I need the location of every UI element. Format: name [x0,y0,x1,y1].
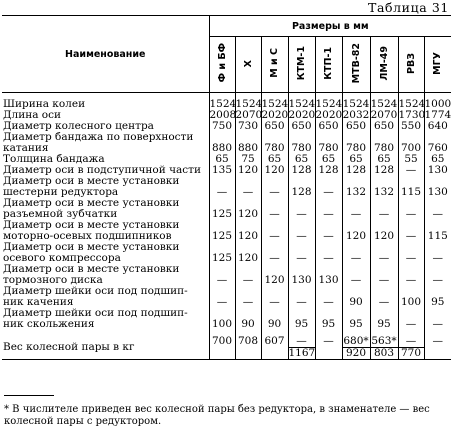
weight-denominator [425,347,452,358]
table-cell: 120 [342,231,370,242]
table-cell: 2032 [342,109,370,121]
table-cell: 1730 [398,109,426,121]
table-cell: — [370,253,398,264]
weight-cell [315,336,342,360]
table-cell: 90 [235,319,261,330]
table-cell: — [342,253,370,264]
table-cell: 120 [235,253,261,264]
column-header-label: МГУ [432,51,444,75]
table-cell: 780 [370,143,398,154]
table-cell: — [209,275,235,286]
weight-cell [235,336,261,360]
table-cell: — [315,187,342,198]
table-cell: — [235,187,261,198]
table-cell: — [209,187,235,198]
table-cell: 780 [261,143,288,154]
table-cell: 730 [235,121,261,132]
table-cell: 880 [209,143,235,154]
table-cell: 1524 [261,98,289,110]
table-cell: 640 [424,121,451,132]
weight-numerator: 607 [264,335,285,347]
table-cell: 125 [209,231,235,242]
table-cell: — [261,209,288,220]
table-cell: — [261,231,288,242]
column-header [288,37,315,93]
table-cell: 1524 [342,98,370,110]
weight-numerator: — [323,335,334,347]
table-cell: 65 [209,154,235,165]
table-cell: — [424,209,451,220]
row-label: Вес колесной пары в кг [2,336,209,360]
table-row [2,121,451,132]
table-cell: 1524 [209,98,237,110]
table-row [2,165,451,176]
row-label: Диаметр шейки оси под подшип- [3,286,188,297]
table-cell: — [424,253,451,264]
footnote-divider [4,395,54,396]
table-cell: 2070 [370,109,398,121]
table-cell: — [370,209,398,220]
table-cell: 65 [261,154,288,165]
table-cell: 128 [370,165,398,176]
column-header [370,37,398,93]
table-cell: — [424,275,451,286]
column-header [261,37,288,93]
weight-numerator: — [405,335,417,347]
table-cell: 1524 [398,98,426,110]
weight-cell [209,336,235,360]
column-group-header: Размеры в мм [209,16,451,37]
table-cell: — [288,231,315,242]
weight-numerator: — [296,335,307,347]
table-cell: 115 [424,231,451,242]
wheelset-dimensions-table [2,15,451,360]
row-label: шестерни редуктора [3,187,119,198]
table-cell: 125 [209,209,235,220]
column-header [235,37,261,93]
column-header-label: М и С [269,48,280,78]
table-cell: 65 [370,154,398,165]
table-cell: 120 [235,209,261,220]
table-cell: 95 [370,319,398,330]
weight-cell [261,336,288,360]
row-label: Диаметр бандажа по поверхности [3,132,194,143]
table-cell: — [261,253,288,264]
table-cell: — [398,231,424,242]
table-cell: 65 [424,154,451,165]
weight-cell [398,336,424,360]
row-label: ник качения [3,297,74,308]
table-cell: 120 [235,231,261,242]
weight-denominator: 1167 [288,347,316,359]
table-cell: — [209,297,235,308]
weight-denominator [236,347,261,358]
table-cell: 95 [315,319,342,330]
table-cell: 2070 [235,109,263,121]
table-row [2,187,451,198]
weight-denominator: 770 [399,347,424,359]
table-cell: — [288,297,315,308]
table-row [2,297,451,308]
table-title: Таблица 31 [368,0,449,15]
row-label: осевого компрессора [3,253,121,264]
table-cell: 130 [424,165,451,176]
table-cell: — [370,297,398,308]
weight-denominator [210,347,235,358]
table-cell: 130 [424,187,451,198]
table-header [2,16,451,93]
table-cell: 1524 [235,98,263,110]
table-cell: 75 [235,154,261,165]
table-cell: 650 [288,121,315,132]
row-label: Диаметр шейки оси под подшип- [3,308,188,319]
row-label: Диаметр оси в месте установки [3,220,180,231]
column-header [342,37,370,93]
row-label: Диаметр оси в месте установки [3,176,180,187]
table-cell: 880 [235,143,261,154]
column-header [209,37,235,93]
table-cell: 1524 [315,98,343,110]
table-cell: 780 [315,143,342,154]
table-cell: 128 [342,165,370,176]
table-cell: 750 [209,121,235,132]
table-cell: 135 [209,165,235,176]
table-cell: — [424,319,451,330]
row-label: Диаметр оси в месте установки [3,264,180,275]
table-cell: 2008 [209,109,237,121]
table-row [2,275,451,286]
table-cell: 95 [424,297,451,308]
table-cell: 132 [342,187,370,198]
column-header-label: Ф и БФ [216,43,228,83]
row-label: моторно-осевых подшипников [3,231,172,242]
footnote: * В числителе приведен вес колесной пары без редуктора, в знаменателе — вес колесной пары с редуктором. [4,404,430,427]
table-cell: 130 [315,275,342,286]
table-row [2,253,451,264]
table-cell: 95 [288,319,315,330]
row-label: катания [3,143,49,154]
table-cell: — [315,253,342,264]
row-label: Диаметр оси в месте установки [3,198,180,209]
table-cell: — [288,253,315,264]
column-header-label: РВЗ [405,52,417,74]
table-cell: 132 [370,187,398,198]
table-cell: 120 [370,231,398,242]
table-cell: — [261,297,288,308]
weight-cell [424,336,451,360]
table-cell: — [370,275,398,286]
table-cell: — [398,253,424,264]
table-cell: — [342,209,370,220]
column-header-label: КТП-1 [323,46,334,80]
table-cell: 120 [261,165,288,176]
table-row [2,231,451,242]
column-header-name: Наименование [2,16,209,93]
table-cell: — [398,275,424,286]
row-label: Ширина колеи [3,99,86,110]
table-cell: 128 [315,165,342,176]
row-label: тормозного диска [3,275,103,286]
table-cell: — [235,275,261,286]
weight-numerator: 708 [237,335,259,347]
row-label: Диаметр оси в месте установки [3,242,180,253]
weight-numerator: 680* [343,335,369,347]
table-cell: — [398,319,424,330]
table-cell: — [398,209,424,220]
table-row [2,319,451,330]
table-cell: 1524 [288,98,316,110]
table-row [2,209,451,220]
table-cell: 650 [342,121,370,132]
weight-numerator: 563* [371,335,397,347]
table-cell: 2020 [261,109,289,121]
column-header [398,37,424,93]
table-cell: 65 [288,154,315,165]
row-label: Длина оси [3,110,62,121]
table-cell: 65 [342,154,370,165]
table-cell: 120 [235,165,261,176]
table-cell: 700 [398,143,424,154]
weight-numerator: 700 [211,335,233,347]
row-label: Диаметр колесного центра [3,121,154,132]
table-cell: 125 [209,253,235,264]
table-cell: 65 [315,154,342,165]
table-cell: — [288,209,315,220]
table-cell: 650 [370,121,398,132]
column-header [315,37,342,93]
weight-row [2,336,451,360]
weight-denominator: 803 [371,347,398,359]
table-cell: 90 [342,297,370,308]
table-cell: 1000 [424,98,452,110]
table-cell: 115 [398,187,424,198]
weight-numerator: — [432,335,444,347]
table-cell: — [315,297,342,308]
weight-denominator: 920 [343,347,370,359]
table-cell: 1774 [424,109,452,121]
table-cell: 650 [315,121,342,132]
table-cell: 100 [398,297,424,308]
table-cell: — [315,209,342,220]
table-cell: 780 [342,143,370,154]
table-cell: 760 [424,143,451,154]
row-label: разъемной зубчатки [3,209,118,220]
table-cell: 130 [288,275,315,286]
row-label: ник скольжения [3,319,95,330]
table-cell: — [315,231,342,242]
row-label: Толщина бандажа [3,154,105,165]
weight-cell [370,336,398,360]
table-cell: 95 [342,319,370,330]
table-cell: 550 [398,121,424,132]
table-cell: — [398,165,424,176]
table-body [2,93,451,360]
table-cell: — [342,275,370,286]
table-cell: 128 [288,187,315,198]
column-header [424,37,451,93]
weight-cell [342,336,370,360]
table-cell: 100 [209,319,235,330]
table-cell: — [261,187,288,198]
table-cell: — [235,297,261,308]
weight-denominator [262,347,288,358]
table-cell: 780 [288,143,315,154]
table-cell: 128 [288,165,315,176]
weight-denominator [316,347,342,358]
weight-cell [288,336,315,360]
column-header-label: ЛМ-49 [378,45,390,81]
table-cell: 650 [261,121,288,132]
column-header-label: Х [242,59,254,67]
column-header-label: МТВ-82 [350,42,362,84]
table-cell: 1524 [370,98,398,110]
table-cell: 2020 [315,109,343,121]
table-cell: 120 [261,275,288,286]
column-header-label: КТМ-1 [296,45,307,81]
row-label: Диаметр оси в подступичной части [3,165,201,176]
table-cell: 90 [261,319,288,330]
table-cell: 55 [398,154,424,165]
table-cell: 2020 [288,109,316,121]
